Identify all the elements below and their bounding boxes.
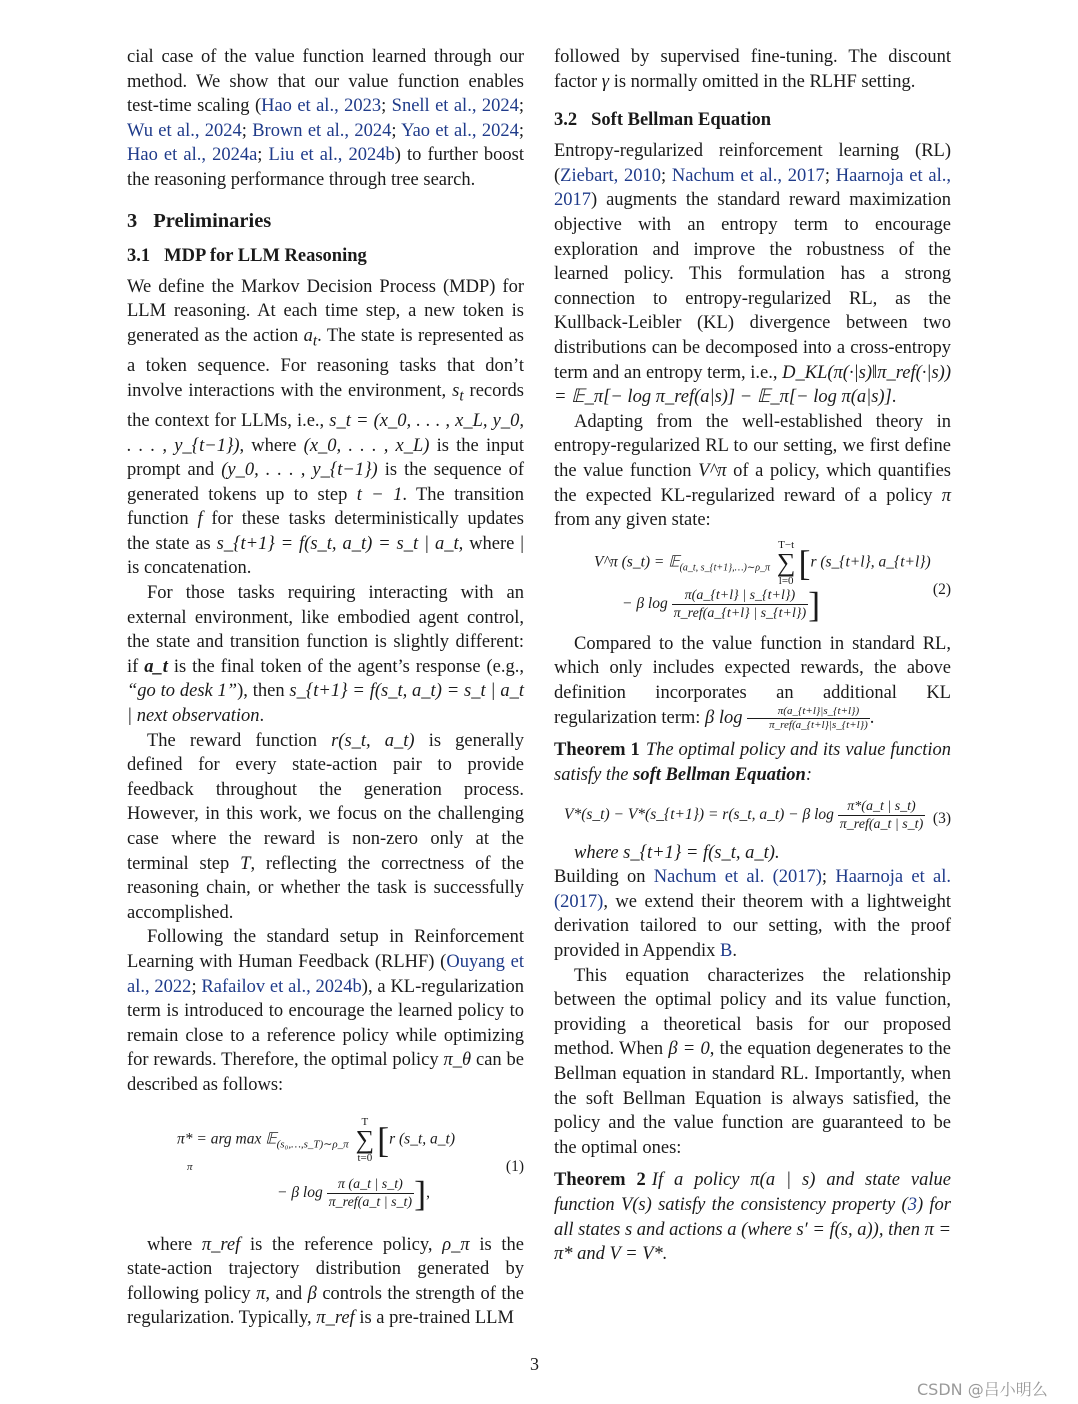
citation-link[interactable]: Liu et al., 2024b — [268, 145, 395, 166]
paragraph — [554, 410, 951, 533]
subsection-title: Soft Bellman Equation — [591, 110, 772, 131]
math-term: − β log — [622, 594, 668, 612]
math-sub: (s₀,…,s_T)∼ρ_π — [276, 1138, 349, 1151]
subsection-heading — [554, 108, 951, 132]
paragraph — [554, 964, 951, 1161]
math-term: V*(s_t) − V*(s_{t+1}) = r(s_t, a_t) − β log — [564, 805, 834, 823]
text-run: ) to further boost the reasoning performance through tree search. — [127, 145, 524, 190]
math-term: π* = arg max 𝔼 — [177, 1130, 277, 1148]
math-term: V^π (s_t) = 𝔼 — [594, 553, 680, 571]
math-inline: T — [240, 853, 251, 874]
math-inline: β log — [705, 708, 743, 729]
text-run: Compared to the value function in standard RL, which only includes expected rewards, the above definition incorporates an additional KL regularization term: — [554, 633, 951, 729]
fraction-numerator: π(a_{t+l}|s_{t+l}) — [747, 705, 870, 719]
text-run: , where — [239, 435, 304, 456]
math-inline: r(s_t, a_t) — [331, 730, 415, 751]
summation: T ∑ t=0 — [355, 1115, 375, 1164]
text-run: is generally defined for every state-action pair to provide feedback throughout the generation process. However, in this work, we focus on the challenging case where the reward is non-zero only at the terminal step — [127, 730, 524, 874]
math-inline: β — [307, 1283, 317, 1304]
text-run: ) augments the standard reward maximization objective with an entropy term to encourage exploration and improve the robustness of the learned policy. This formulation has a strong connection to entropy-regularized RL, as the Kullback-Leibler (KL) divergence between two distributions can be decomposed into a cross-entropy term and an entropy term, i.e., — [554, 190, 951, 383]
section-title: Preliminaries — [153, 209, 272, 232]
text-run: is the final token of the agent’s response (e.g., — [167, 656, 524, 677]
text-run: , and — [265, 1283, 308, 1304]
text-run: where s_{t+1} = f(s_t, a_t). — [574, 842, 780, 863]
fraction — [838, 798, 925, 833]
text-run: . — [732, 941, 737, 962]
fraction — [747, 705, 870, 732]
left-column — [127, 45, 524, 1331]
theorem-body: : — [805, 765, 813, 786]
theorem-1 — [554, 738, 951, 787]
math-inline: f — [197, 509, 203, 530]
equation-line — [554, 798, 951, 833]
equation-ref-link[interactable]: 3 — [907, 1194, 917, 1215]
text-run: is the reference policy, — [240, 1234, 443, 1255]
text-run: We define the Markov Decision Process (MDP) for LLM reasoning. At each time step, a new token is generated as the action — [127, 276, 524, 346]
text-run: , we extend their theorem with a lightweight derivation tailored to our setting, with the proof provided in Appendix — [554, 891, 951, 962]
math-term: − β log — [277, 1183, 323, 1201]
equation-line: V^π (s_t) = 𝔼$_{(a\_t, s\_\{t+1\},\dots)\sim\rho\_\pi}$ T−t ∑ l=0 [r (s_{t+l}, a_{t+l}) — [594, 538, 931, 587]
citation-link[interactable]: Haarnoja et al. (2017) — [554, 867, 952, 912]
text-run: The reward function — [147, 730, 332, 751]
text-run: is the input prompt and — [127, 435, 524, 481]
math-inline: π — [941, 485, 951, 506]
math-inline: next observation — [136, 706, 260, 727]
csdn-watermark: CSDN @吕小明么 — [917, 1380, 1048, 1399]
math-inline: a_t — [144, 656, 168, 677]
fraction-denominator: π_ref(a_t | s_t) — [328, 1194, 413, 1210]
math-term: r (s_t, a_t) — [389, 1130, 455, 1148]
appendix-link[interactable]: B — [719, 941, 733, 962]
subsection-number: 3.2 — [554, 110, 578, 131]
citation-link[interactable]: Rafailov et al., 2024b — [201, 976, 362, 997]
math-term: r (s_{t+l}, a_{t+l}) — [810, 553, 931, 571]
citation-link[interactable]: Haarnoja et al., 2017 — [554, 165, 951, 211]
text-run: . — [259, 706, 265, 727]
text-run: This equation characterizes the relationship between the optimal policy and its value function, providing a theoretical basis for our proposed method. When — [554, 965, 951, 1060]
text-run: can be described as follows: — [127, 1050, 524, 1095]
fraction — [672, 587, 809, 622]
text-run: , reflecting the correctness of the reasoning chain, or whether the task is successfully accomplished. — [127, 853, 524, 923]
paragraph: Entropy-regularized reinforcement learning (RL) (Ziebart, 2010; Nachum et al., 2017; Haarnoja et al., 2017) augments the standard reward maximization objective with an entropy term to encourage exploration and improve the robustness of the learned policy. This formulation has a strong connection to entropy-regularized RL, as the Kullback-Leibler (KL) divergence between two distributions can be decomposed into a cross-entropy term and an entropy term, i.e., D_KL(π(·|s)‖π_ref(·|s)) = 𝔼_π[− log π_ref(a|s)] − 𝔼_π[− log π(a|s)]. — [554, 141, 951, 408]
citation-link[interactable]: Hao et al., 2024a — [127, 145, 258, 166]
math-inline: D_KL(π(·|s)‖π_ref(·|s)) = 𝔼_π[− log π_ref(a|s)] − 𝔼_π[− log π(a|s)] — [554, 362, 951, 408]
text-run: is the state-action trajectory distribution generated by following policy — [127, 1234, 524, 1304]
citation-link[interactable]: Snell et al., 2024 — [391, 96, 519, 117]
theorem-body: If a policy π(a | s) and state value function V(s) satisfy the consistency property ( — [554, 1170, 951, 1215]
fraction — [327, 1176, 414, 1211]
subsection-number: 3.1 — [127, 245, 151, 266]
fraction-denominator: π_ref(a_t | s_t) — [839, 816, 924, 832]
math-inline: β = 0 — [668, 1039, 710, 1060]
paragraph — [554, 632, 951, 733]
theorem-condition — [554, 841, 951, 866]
text-run: where — [147, 1234, 202, 1255]
text-run: is normally omitted in the RLHF setting. — [609, 71, 916, 92]
text-run: . — [869, 708, 875, 729]
citation-link[interactable]: Yao et al., 2024 — [401, 120, 519, 141]
citation-link[interactable]: Hao et al., 2023 — [261, 96, 382, 117]
text-run: , the equation degenerates to the Bellman equation in standard RL. Importantly, when the soft Bellman Equation is always satisfied, the policy and the value function are guaranteed to be the optimal ones: — [554, 1039, 951, 1158]
citation-link[interactable]: Brown et al., 2024 — [252, 120, 392, 141]
text-run: from any given state: — [554, 510, 711, 531]
math-inline: π_ref — [316, 1308, 355, 1329]
math-inline: s_{t+1} = f(s_t, a_t) = s_t | a_t | — [127, 681, 525, 727]
equation-line: − β log $\frac{\pi (a\_t | s\_t)}{\text{π\_ref(a\_t | s\_t)}}$ ], — [277, 1173, 430, 1214]
citation-link[interactable]: Ouyang et al., 2022 — [127, 951, 524, 997]
equation-2 — [554, 538, 951, 625]
text-run: Building on — [554, 867, 654, 888]
text-run: Following the standard setup in Reinforcement Learning with Human Feedback (RLHF) ( — [127, 927, 524, 972]
text-run: of a policy, which quantifies the expected KL-regularized reward of a policy — [554, 460, 951, 506]
math-inline: t − 1 — [356, 484, 403, 505]
sum-lower: t=0 — [357, 1151, 373, 1164]
math-inline: a — [303, 325, 313, 346]
fraction-numerator: π(a_{t+l} | s_{t+l}) — [672, 587, 809, 605]
text-run: Entropy-regularized reinforcement learning (RL) ( — [554, 141, 951, 186]
equation-1 — [127, 1115, 524, 1214]
summation: T−t ∑ l=0 — [776, 538, 796, 587]
math-inline: (x_0, . . . , x_L) — [303, 435, 430, 456]
text-run: . — [891, 387, 897, 408]
right-column — [554, 45, 951, 1267]
theorem-body: ) for all states s and actions a (where s′ = f(s, a)), then π = π* and V = V*. — [554, 1194, 952, 1265]
equation-line: − β log $\frac{\pi(a\_\{t+l\} | s\_\{t+l\})}{\text{π\_ref(a\_\{t+l\} | s\_\{t+l\})}}$ ] — [622, 584, 821, 625]
text-run: for these tasks deterministically updates the state as — [127, 509, 524, 554]
text-run: ), then — [237, 681, 290, 702]
text-run: records the context for LLMs, i.e., — [127, 380, 524, 431]
math-inline: s_t = (x_0, . . . , x_L, y_0, . . . , y_{t−1}) — [127, 410, 524, 456]
citation-link[interactable]: Nachum et al., 2017 — [671, 165, 825, 186]
fraction-numerator: π*(a_t | s_t) — [838, 798, 925, 816]
intro-paragraph: cial case of the value function learned through our method. We show that our value function enables test-time scaling (Hao et al., 2023; Snell et al., 2024; Wu et al., 2024; Brown et al., 2024; Yao et al., 2024; Hao et al., 2024a; Liu et al., 2024b) to further boost the reasoning performance through tree search. — [127, 47, 524, 190]
text-run: Adapting from the well-established theory in entropy-regularized RL to our setting, we first define the value function — [554, 411, 951, 481]
math-inline: s — [452, 380, 460, 401]
text-run: followed by supervised fine-tuning. The discount factor — [554, 47, 951, 92]
sum-upper: T−t — [778, 538, 795, 551]
subsection-heading — [127, 244, 524, 268]
section-number: 3 — [127, 209, 138, 232]
citation-link[interactable]: Ziebart, 2010 — [560, 165, 661, 186]
math-inline: π — [256, 1283, 266, 1304]
equation-number: (2) — [932, 580, 951, 598]
math-sub: t — [312, 332, 318, 350]
math-inline: V^π — [698, 460, 727, 481]
math-sub: t — [459, 387, 464, 405]
page-number: 3 — [530, 1354, 539, 1374]
text-run: ), a KL-regularization term is introduced to encourage the learned policy to remain close to a reference policy while optimizing for rewards. Therefore, the optimal policy — [127, 976, 524, 1071]
paragraph — [127, 729, 524, 926]
quote: “go to desk 1” — [127, 681, 238, 702]
sum-lower: l=0 — [778, 574, 794, 587]
fraction-denominator: π_ref(a_{t+l}|s_{t+l}) — [769, 719, 868, 732]
theorem-emphasis: soft Bellman Equation — [633, 765, 806, 786]
fraction-denominator: π_ref(a_{t+l} | s_{t+l}) — [673, 605, 807, 621]
paragraph — [127, 275, 524, 582]
equation-number: (3) — [932, 809, 951, 827]
paragraph — [127, 581, 524, 729]
section-heading — [127, 208, 524, 234]
sum-upper: T — [361, 1115, 369, 1128]
math-inline: π_θ — [443, 1050, 472, 1071]
subsection-title: MDP for LLM Reasoning — [164, 245, 367, 266]
text-run: , where | is concatenation. — [127, 533, 524, 579]
citation-link[interactable]: Nachum et al. (2017) — [653, 867, 822, 888]
equation-3 — [554, 798, 951, 833]
math-inline: γ — [601, 71, 610, 92]
text-run: cial case of the value function learned through our method. We show that our value function enables test-time scaling ( — [127, 47, 524, 117]
paragraph: Following the standard setup in Reinforcement Learning with Human Feedback (RLHF) (Ouyang et al., 2022; Rafailov et al., 2024b), a KL-regularization term is introduced to encourage the learned policy to remain close to a reference policy while optimizing for rewards. Therefore, the optimal policy π_θ can be described as follows: — [127, 927, 524, 1095]
text-run: . The state is represented as a token sequence. For reasoning tasks that don’t involve interactions with the environment, — [127, 325, 524, 401]
math-sub: π — [187, 1160, 193, 1173]
text-run: is the sequence of generated tokens up to step — [127, 460, 524, 505]
paragraph — [554, 865, 951, 963]
math-inline: ρ_π — [442, 1234, 470, 1255]
theorem-title: Theorem 1 — [554, 740, 640, 761]
theorem-title: Theorem 2 — [554, 1170, 646, 1191]
text-run: For those tasks requiring interacting with an external environment, like embodied agent control, the state and transition function is slightly different: if — [127, 583, 524, 677]
text-run: is a pre-trained LLM — [354, 1308, 514, 1329]
paragraph — [127, 1233, 524, 1331]
paragraph — [554, 45, 951, 94]
equation-line: π* = arg max 𝔼$_{(s_0,\dots,s\_T)\sim\rho\_\pi}$ T ∑ t=0 [r (s_t, a_t) — [177, 1115, 455, 1164]
theorem-2 — [554, 1168, 951, 1266]
math-inline: s_{t+1} = f(s_t, a_t) = s_t | a_t — [216, 533, 459, 554]
math-inline: (y_0, . . . , y_{t−1}) — [221, 460, 378, 481]
equation-number: (1) — [505, 1157, 524, 1175]
text-run: controls the strength of the regularization. Typically, — [127, 1283, 524, 1329]
fraction-numerator: π (a_t | s_t) — [327, 1176, 414, 1194]
theorem-body: The optimal policy and its value function satisfy the — [554, 740, 952, 786]
math-sub: (a_t, s_{t+1},…)∼ρ_π — [679, 562, 771, 574]
math-inline: π_ref — [201, 1234, 241, 1255]
text-run: ; — [821, 867, 836, 888]
citation-link[interactable]: Wu et al., 2024 — [127, 120, 242, 141]
text-run: . The transition function — [127, 484, 524, 530]
